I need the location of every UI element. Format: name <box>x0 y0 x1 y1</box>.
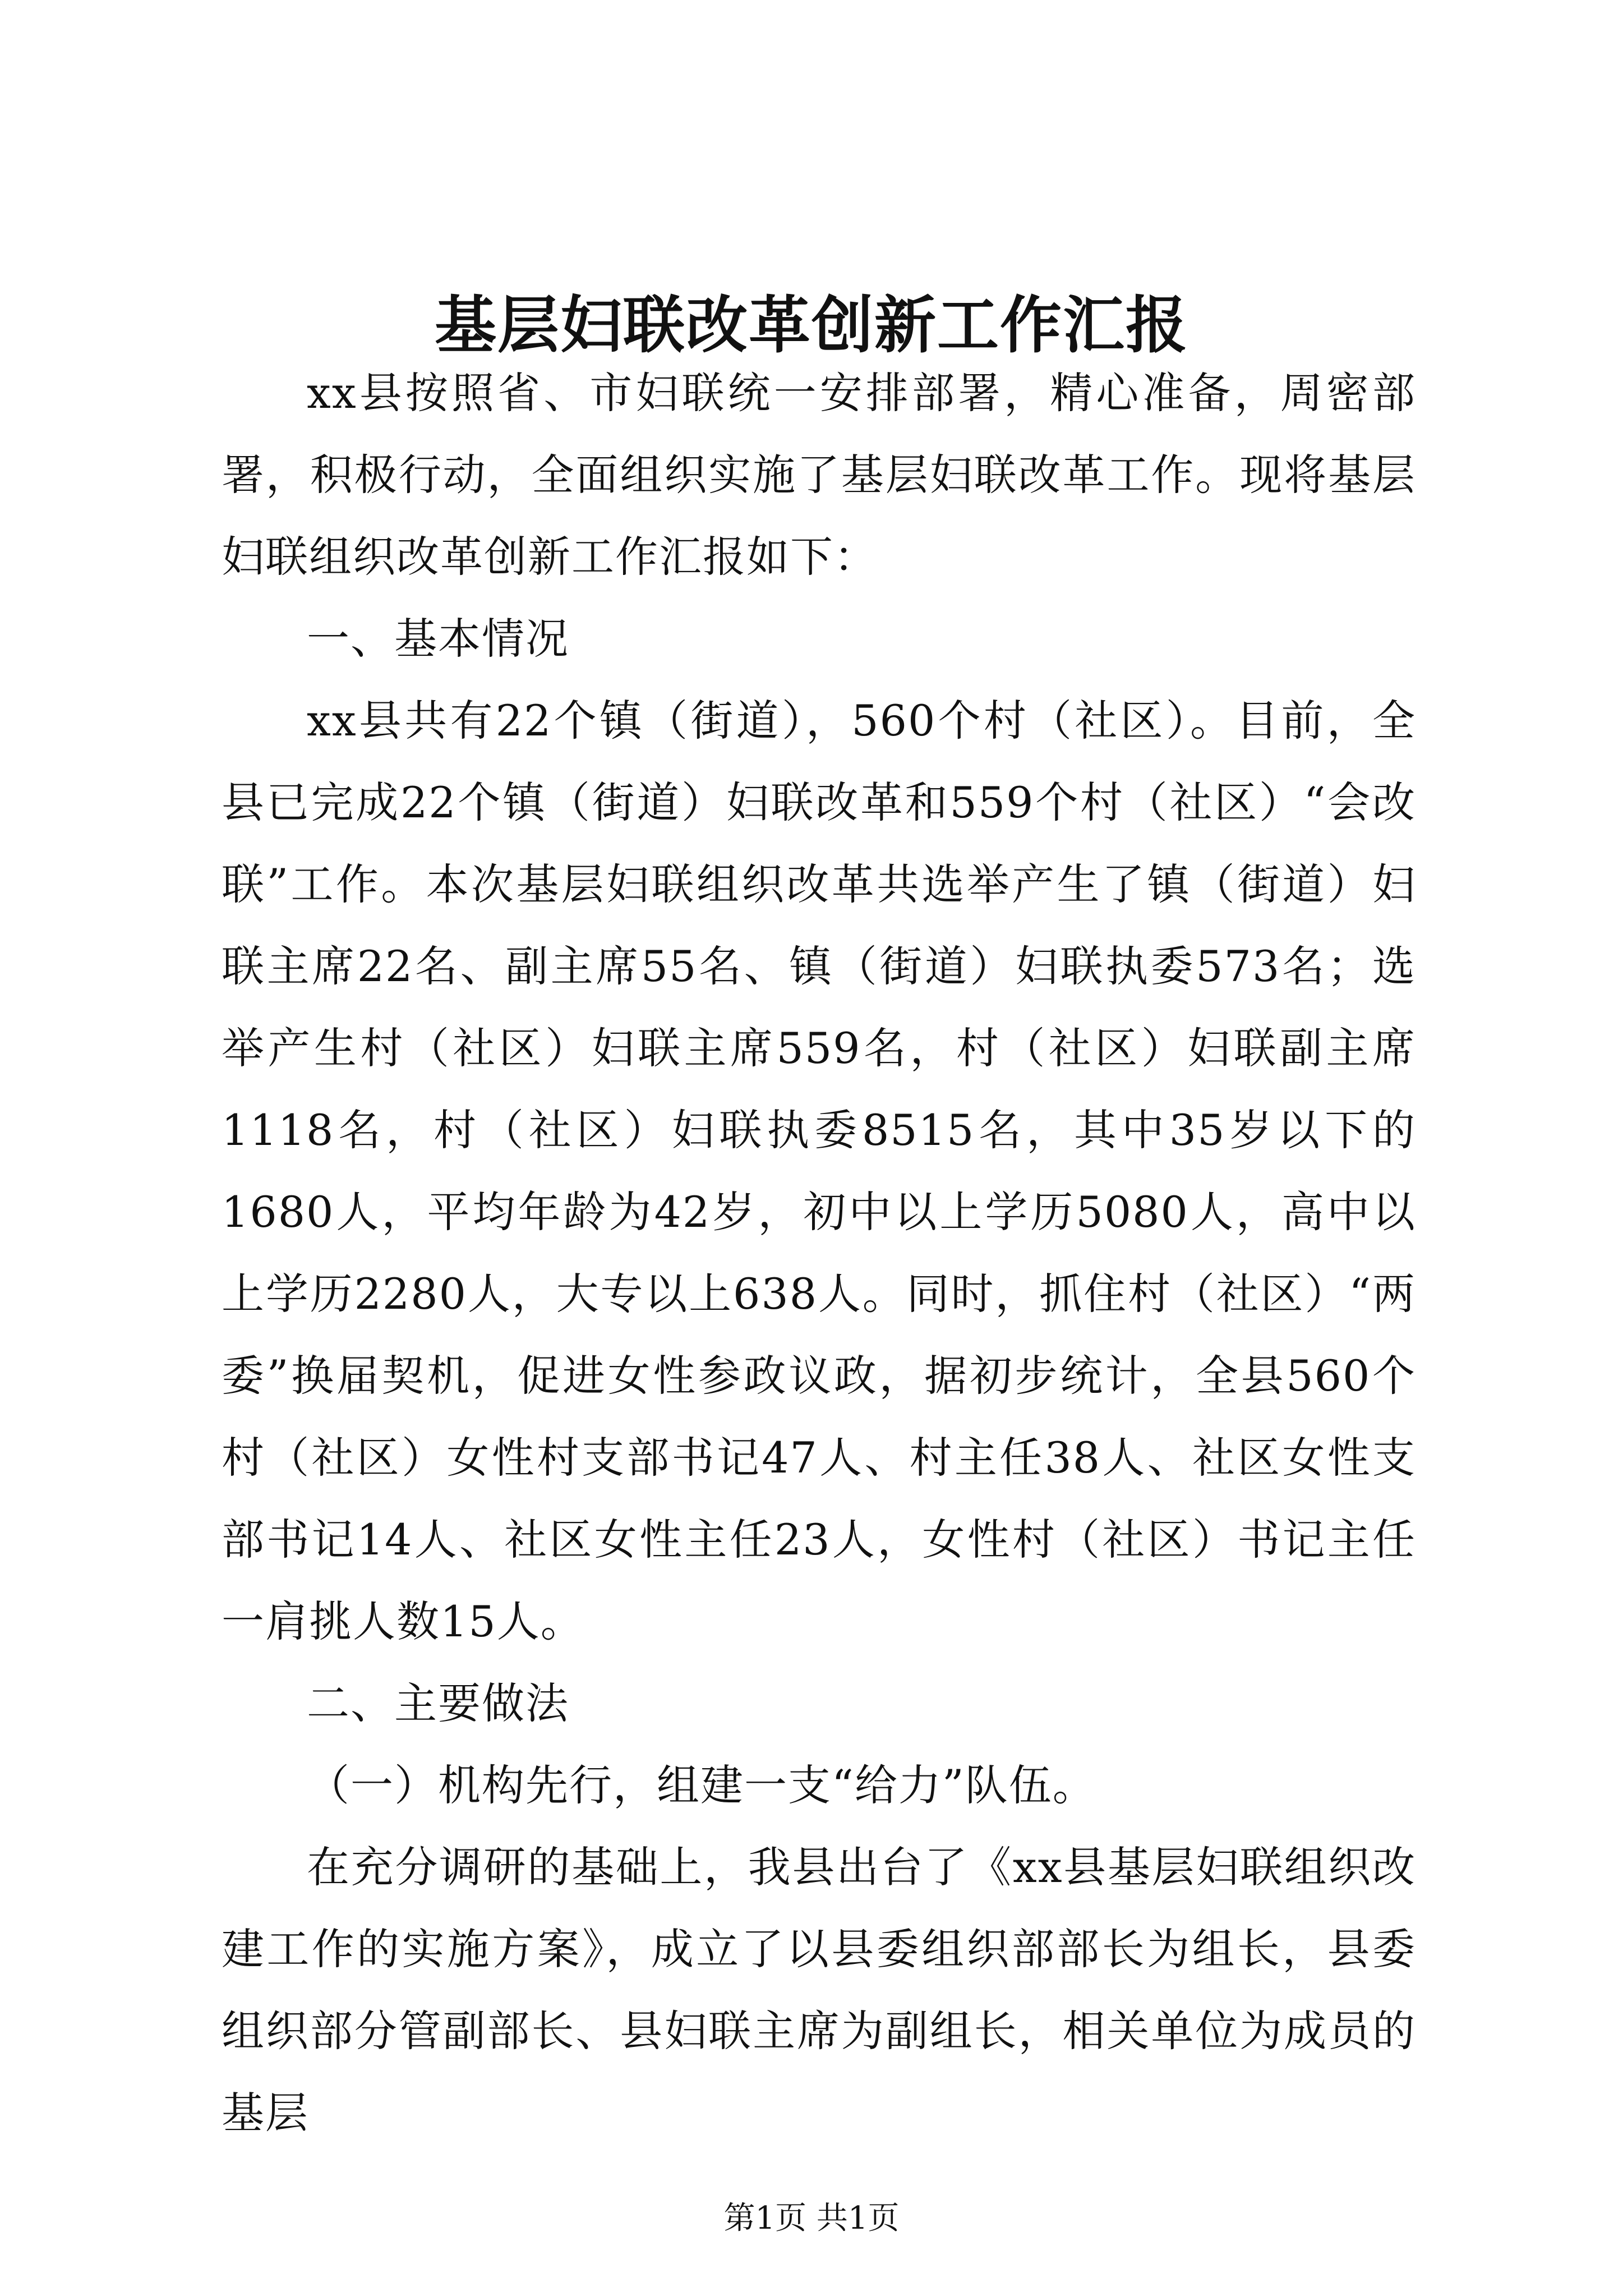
section-heading-basic-situation: 一、基本情况 <box>307 614 569 664</box>
document-title: 基层妇联改革创新工作汇报 <box>435 289 1188 361</box>
paragraph-organization: 在充分调研的基础上，我县出台了《xx县基层妇联组织改建工作的实施方案》，成立了以县委组织部部长为组长，县委组织部分管副部长、县妇联主席为副组长，相关单位为成员的基层 <box>222 1842 1416 2138</box>
subsection-heading-organization: （一）机构先行，组建一支“给力”队伍。 <box>307 1760 1096 1810</box>
paragraph-basic-situation: xx县共有22个镇（街道），560个村（社区）。目前，全县已完成22个镇（街道）妇联改革和559个村（社区）“会改联”工作。本次基层妇联组织改革共选举产生了镇（街道）妇联主席22名、副主席55名、镇（街道）妇联执委573名；选举产生村（社区）妇联主席559名，村（社区）妇联副主席1118名，村（社区）妇联执委8515名，其中35岁以下的1680人，平均年龄为42岁，初中以上学历5080人，高中以上学历2280人，大专以上638人。同时，抓住村（社区）“两委”换届契机，促进女性参政议政，据初步统计，全县560个村（社区）女性村支部书记47人、村主任38人、社区女性支部书记14人、社区女性主任23人，女性村（社区）书记主任一肩挑人数15人。 <box>222 696 1416 1646</box>
section-heading-main-practices: 二、主要做法 <box>307 1678 569 1728</box>
document-body <box>222 352 1416 2154</box>
page-footer: 第1页 共1页 <box>723 2200 900 2237</box>
paragraph-intro: xx县按照省、市妇联统一安排部署，精心准备，周密部署，积极行动，全面组织实施了基层妇联改革工作。现将基层妇联组织改革创新工作汇报如下： <box>222 368 1416 582</box>
